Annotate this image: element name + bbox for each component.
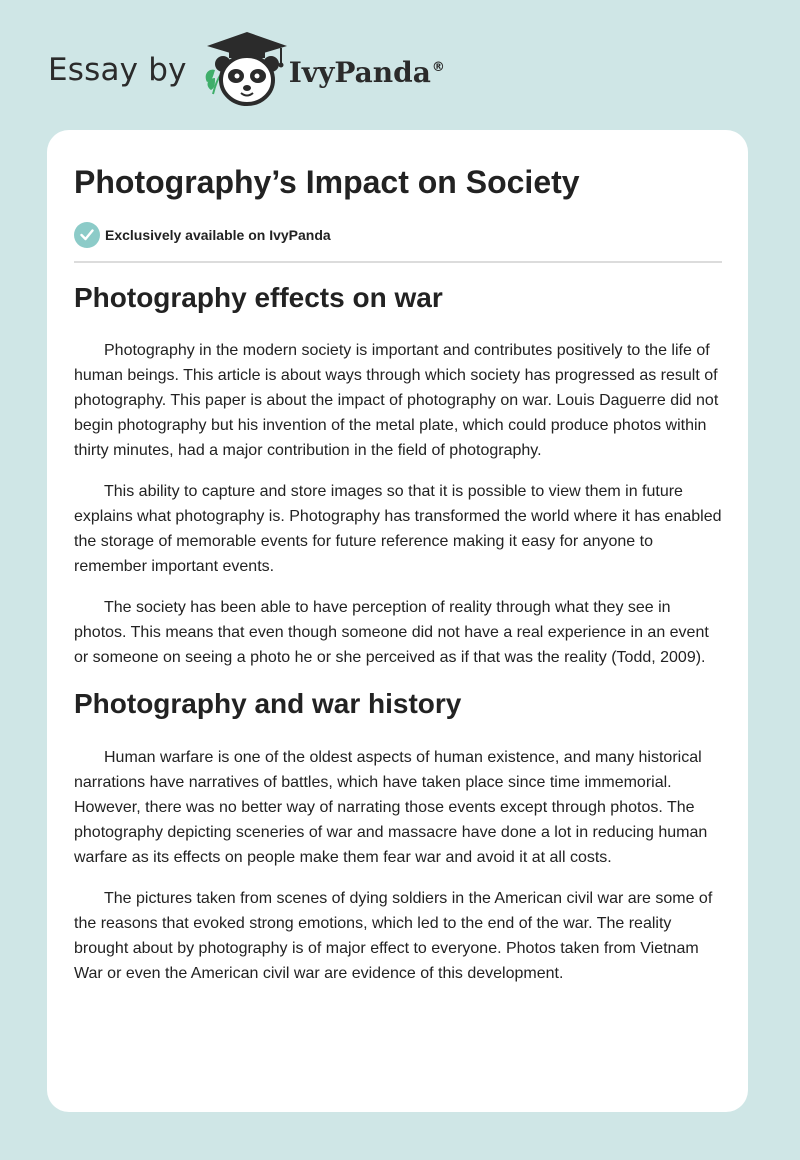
exclusive-badge <box>74 222 331 248</box>
check-icon <box>74 222 100 248</box>
brand-prefix: Essay by <box>48 52 187 88</box>
article-card <box>47 130 748 1112</box>
brand-name: IvyPanda® <box>288 55 445 89</box>
brand-header[interactable] <box>48 30 445 110</box>
article-body <box>74 280 722 1002</box>
section <box>74 686 722 985</box>
divider <box>74 261 722 263</box>
paragraph: The pictures taken from scenes of dying soldiers in the American civil war are some of the reasons that evoked strong emotions, which led to the end of the war. The reality brought about by photography is of major effect to everyone. Photos taken from Vietnam War or even the American civil war are evidence of this development. <box>74 889 713 982</box>
section <box>74 280 722 670</box>
section-heading: Photography effects on war <box>74 282 443 313</box>
paragraph: Human warfare is one of the oldest aspects of human existence, and many historical narrations have narratives of battles, which have taken place since time immemorial. However, there was no better way of narrating those events except through photos. The photography depicting sceneries of war and massacre have done a lot in reducing human warfare as its effects on people make them fear war and avoid it at all costs. <box>74 748 708 866</box>
page-title: Photography’s Impact on Society <box>74 164 580 200</box>
panda-graduate-icon <box>201 30 293 110</box>
paragraph: Photography in the modern society is important and contributes positively to the life of human beings. This article is about ways through which society has progressed as result of photography. This paper is about the impact of photography on war. Louis Daguerre did not begin photography but his invention of the metal plate, which could produce photos within thirty minutes, had a major contribution in the field of photography. <box>74 342 719 460</box>
exclusive-label: Exclusively available on IvyPanda <box>105 227 331 243</box>
paragraph: The society has been able to have perception of reality through what they see in photos. This means that even though someone did not have a real experience in an event or someone on seeing a photo he or she perceived as if that was the reality (Todd, 2009). <box>74 599 709 667</box>
paragraph: This ability to capture and store images so that it is possible to view them in future explains what photography is. Photography has transformed the world where it has enabled the storage of memorable events for future reference making it easy for anyone to remember important events. <box>74 483 722 576</box>
section-heading: Photography and war history <box>74 688 462 720</box>
